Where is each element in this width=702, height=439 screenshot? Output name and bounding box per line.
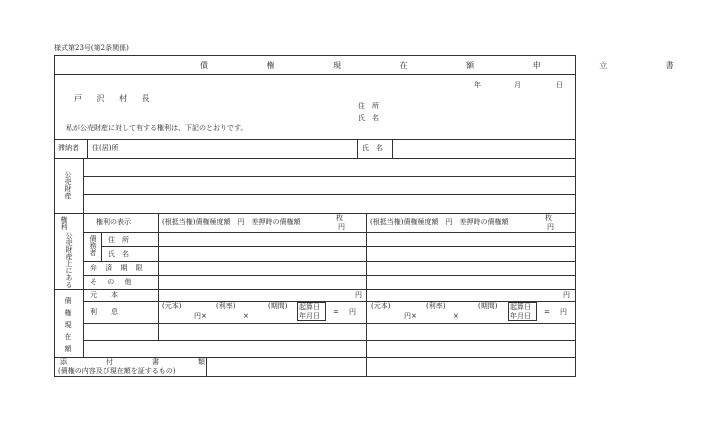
- date-month: 月: [514, 81, 521, 89]
- rights-line-4: [83, 275, 576, 276]
- mortgage-unit-1: 枚: [336, 214, 343, 222]
- formula-nengetsu-1: 年月日: [299, 312, 320, 320]
- section-divider-2: [54, 289, 576, 290]
- formula-yen-1: 円: [349, 308, 356, 316]
- principal-yen-2: 円: [563, 291, 570, 299]
- mortgage-col-2: (根抵当権)債権極度額 円 差押時の債権額: [370, 218, 509, 226]
- obligee-name-label: 氏 名: [108, 250, 129, 258]
- debt-side-label: 債権現在額: [64, 297, 72, 357]
- due-date-label: 弁 済 期 限: [90, 264, 146, 272]
- debt-line-2: [83, 323, 576, 324]
- applicant-address-label: 住 所: [358, 102, 379, 110]
- formula-equals-1: =: [333, 308, 339, 316]
- other-label: そ の 他: [90, 278, 136, 286]
- formula-nengetsu-2: 年月日: [510, 312, 531, 320]
- formula-kikan-2: (期間): [478, 302, 498, 310]
- formula-riritsu-2: (利率): [426, 302, 446, 310]
- mortgage-yen-1: 円: [338, 223, 345, 231]
- declaration-text: 私が公売財産に対して有する権利は、下記のとおりです。: [66, 124, 248, 132]
- rights-side-label-1: 権利: [60, 216, 68, 230]
- row-divider: [54, 158, 576, 159]
- property-divider: [83, 158, 84, 213]
- header-divider: [54, 139, 576, 140]
- document-title: 債 権 現 在 額 申 立 書: [200, 61, 702, 70]
- delinquent-divider: [87, 139, 88, 158]
- form-frame: [54, 55, 576, 377]
- addressee: 戸 沢 村 長: [74, 94, 156, 103]
- interest-label: 利 息: [90, 308, 118, 316]
- debt-col-divider: [158, 289, 159, 340]
- rights-line-3: [83, 261, 576, 262]
- rights-col-divider: [158, 213, 159, 289]
- attachments-label: 添 付 書 類: [60, 358, 221, 366]
- delinquent-label: 滞納者: [58, 144, 79, 152]
- rights-left-divider: [83, 213, 84, 289]
- debt-line-1: [83, 301, 576, 302]
- mortgage-yen-2: 円: [547, 223, 554, 231]
- formula-genpon-2: (元本): [371, 302, 391, 310]
- principal-label: 元 本: [90, 291, 118, 299]
- formula-equals-2: =: [544, 308, 550, 316]
- delinquent-name-label: 氏 名: [362, 144, 383, 152]
- section-divider: [54, 213, 576, 214]
- applicant-name-label: 氏 名: [358, 114, 379, 122]
- delinquent-divider-2: [357, 139, 358, 158]
- public-sale-property-label: 公売財産: [64, 171, 72, 199]
- formula-yen-2: 円: [560, 308, 567, 316]
- title-divider: [54, 74, 576, 75]
- attachments-divider: [206, 357, 207, 377]
- formula-kake-1: ×: [243, 312, 249, 320]
- property-line-2: [83, 194, 576, 195]
- formula-kake-2: ×: [453, 312, 459, 320]
- center-divider: [366, 213, 367, 377]
- formula-kisan-1: 起算日: [299, 303, 320, 311]
- obligee-address-label: 住 所: [108, 236, 129, 244]
- rights-line-2: [101, 246, 576, 247]
- mortgage-col-1: (根抵当権)債権極度額 円 差押時の債権額: [162, 218, 301, 226]
- formula-kikan-1: (期間): [268, 302, 288, 310]
- date-day: 日: [556, 81, 563, 89]
- mortgage-unit-2: 枚: [545, 214, 552, 222]
- property-line-1: [83, 176, 576, 177]
- rights-col-label: 権利の表示: [96, 218, 131, 226]
- debt-line-3: [83, 340, 576, 341]
- delinquent-address-label: 住(居)所: [92, 144, 119, 152]
- formula-riritsu-1: (利率): [216, 302, 236, 310]
- rights-side-label-2: 公売財産上にある: [65, 232, 73, 288]
- formula-kisan-2: 起算日: [510, 303, 531, 311]
- formula-enkake-2: 円×: [404, 312, 417, 320]
- delinquent-divider-3: [392, 139, 393, 158]
- form-number: 様式第23号(第2条関係): [54, 44, 129, 52]
- rights-line-1: [83, 232, 576, 233]
- obligee-label: 債務者: [89, 235, 97, 256]
- date-year: 年: [474, 81, 481, 89]
- attachments-note: (債権の内容及び現在額を証するもの): [58, 367, 176, 375]
- principal-yen-1: 円: [355, 291, 362, 299]
- formula-enkake-1: 円×: [194, 312, 207, 320]
- formula-genpon-1: (元本): [162, 302, 182, 310]
